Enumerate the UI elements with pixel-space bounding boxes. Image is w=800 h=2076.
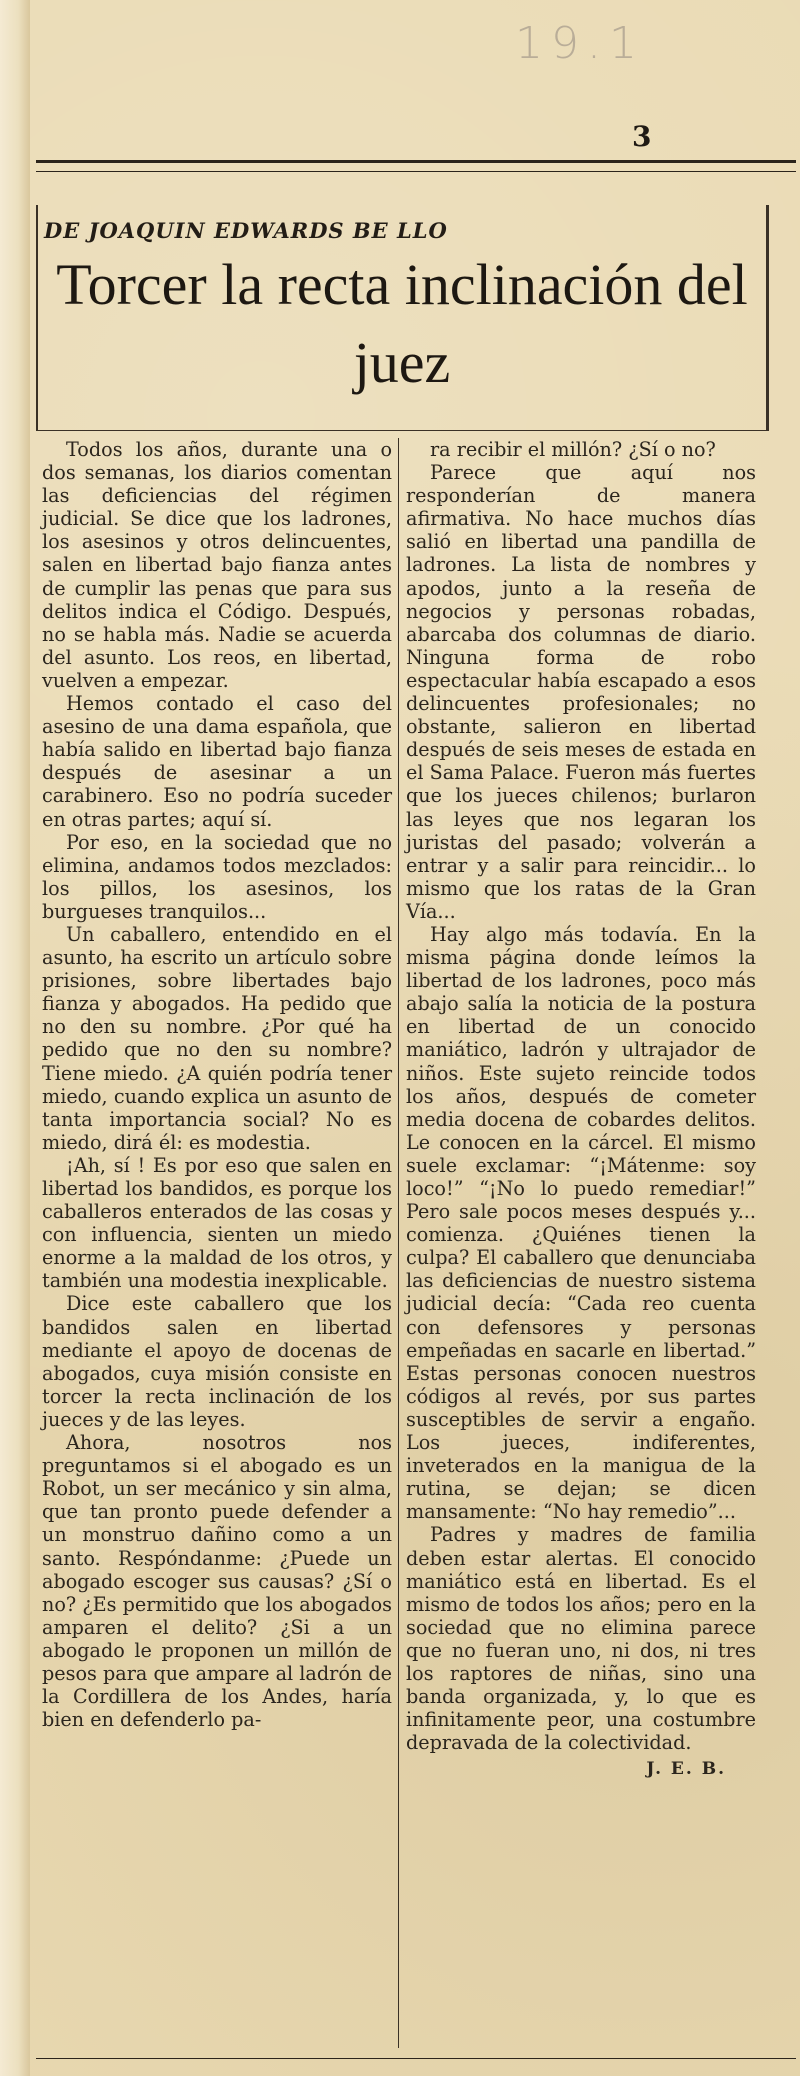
byline: DE JOAQUIN EDWARDS BE LLO: [44, 218, 448, 243]
article-body: [36, 438, 796, 2048]
paragraph: ¡Ah, sí ! Es por eso que salen en libertad los bandidos, es porque los caballeros enterados de las cosas y con influencia, sienten un miedo enorme a la maldad de los otros, y también una modestia inexplicable.: [42, 1153, 392, 1293]
bottom-rule: [36, 2058, 796, 2059]
handwritten-note: 19.1: [515, 18, 645, 69]
paragraph: Padres y madres de familia deben estar alertas. El conocido maniático está en libertad. Es el mismo de todos los años; pero en la sociedad que no elimina parece que no fueran uno, ni dos, ni tres los raptores de niñas, sino una banda organizada, y, lo que es infinitamente peor, una costumbre depravada de la colectividad.: [406, 1523, 756, 1755]
paragraph: Un caballero, entendido en el asunto, ha escrito un artículo sobre prisiones, sobre libertades bajo fianza y abogados. Ha pedido que no den su nombre. ¿Por qué ha pedido que no den su nombre? Tiene miedo. ¿A quién podría tener miedo, cuando explica un asunto de tanta importancia social? No es miedo, dirá él: es modestia.: [42, 922, 392, 1154]
paragraph: Hemos contado el caso del asesino de una dama española, que había salido en libertad bajo fianza después de asesinar a un carabinero. Eso no podría suceder en otras partes; aquí sí.: [42, 692, 392, 831]
paragraph: Por eso, en la sociedad que no elimina, andamos todos mezclados: los pillos, los asesinos, los burgueses tranquilos...: [42, 830, 392, 923]
right-column: [406, 438, 756, 1781]
author-signature: J. E. B.: [646, 1759, 726, 1780]
paragraph: Dice este caballero que los bandidos salen en libertad mediante el apoyo de docenas de abogados, cuya misión consiste en torcer la recta inclinación de los jueces y de las leyes.: [42, 1292, 392, 1431]
page-number: 3: [632, 120, 652, 153]
paragraph: Hay algo más todavía. En la misma página donde leímos la libertad de los ladrones, poco más abajo salía la noticia de la postura en libertad de un conocido maniático, ladrón y ultrajador de niños. Este sujeto reincide todos los años, después de cometer media docena de cobardes delitos. Le conocen en la cárcel. El mismo suele exclamar: “¡Mátenme: soy loco!” “¡No lo puedo remediar!” Pero sale pocos meses después y... comienza. ¿Quiénes tienen la culpa? El caballero que denunciaba las deficiencias de nuestro sistema judicial decía: “Cada reo cuenta con defensores y personas empeñadas en sacarle en libertad.” Estas personas conocen nuestros códigos al revés, por sus partes susceptibles de servir a engaño. Los jueces, indiferentes, inveterados en la manigua de la rutina, se dejan; se dicen mansamente: “No hay remedio”...: [406, 922, 756, 1524]
top-rule: [36, 160, 796, 172]
column-divider: [398, 438, 399, 2048]
paragraph: Parece que aquí nos responderían de manera afirmativa. No hace muchos días salió en libertad una pandilla de ladrones. La lista de nombres y apodos, junto a la reseña de negocios y personas robadas, abarcaba dos columnas de diario. Ninguna forma de robo espectacular había escapado a esos delincuentes profesionales; no obstante, salieron en libertad después de seis meses de estada en el Sama Palace. Fueron más fuertes que los jueces chilenos; burlaron las leyes que nos legaran los juristas del pasado; volverán a entrar y a salir para reincidir... lo mismo que los ratas de la Gran Vía...: [406, 461, 756, 923]
paragraph: Ahora, nosotros nos preguntamos si el abogado es un Robot, un ser mecánico y sin alma, que tan pronto puede defender a un monstruo dañino como a un santo. Respóndanme: ¿Puede un abogado escoger sus causas? ¿Sí o no? ¿Es permitido que los abogados amparen el delito? ¿Si a un abogado le proponen un millón de pesos para que ampare al ladrón de la Cordillera de los Andes, haría bien en defenderlo pa-: [42, 1431, 392, 1732]
right-column-paragraphs: [406, 438, 756, 1754]
paper-left-edge: [0, 0, 30, 2076]
paragraph: ra recibir el millón? ¿Sí o no?: [430, 438, 716, 461]
left-column: [42, 438, 392, 1731]
paragraph: Todos los años, durante una o dos semanas, los diarios comentan las deficiencias del régimen judicial. Se dice que los ladrones, los asesinos y otros delincuentes, salen en libertad bajo fianza antes de cumplir las penas que para sus delitos indica el Código. Después, no se habla más. Nadie se acuerda del asunto. Los reos, en libertad, vuelven a empezar.: [42, 438, 392, 692]
article-title: Torcer la recta inclinación del juez: [56, 252, 748, 395]
